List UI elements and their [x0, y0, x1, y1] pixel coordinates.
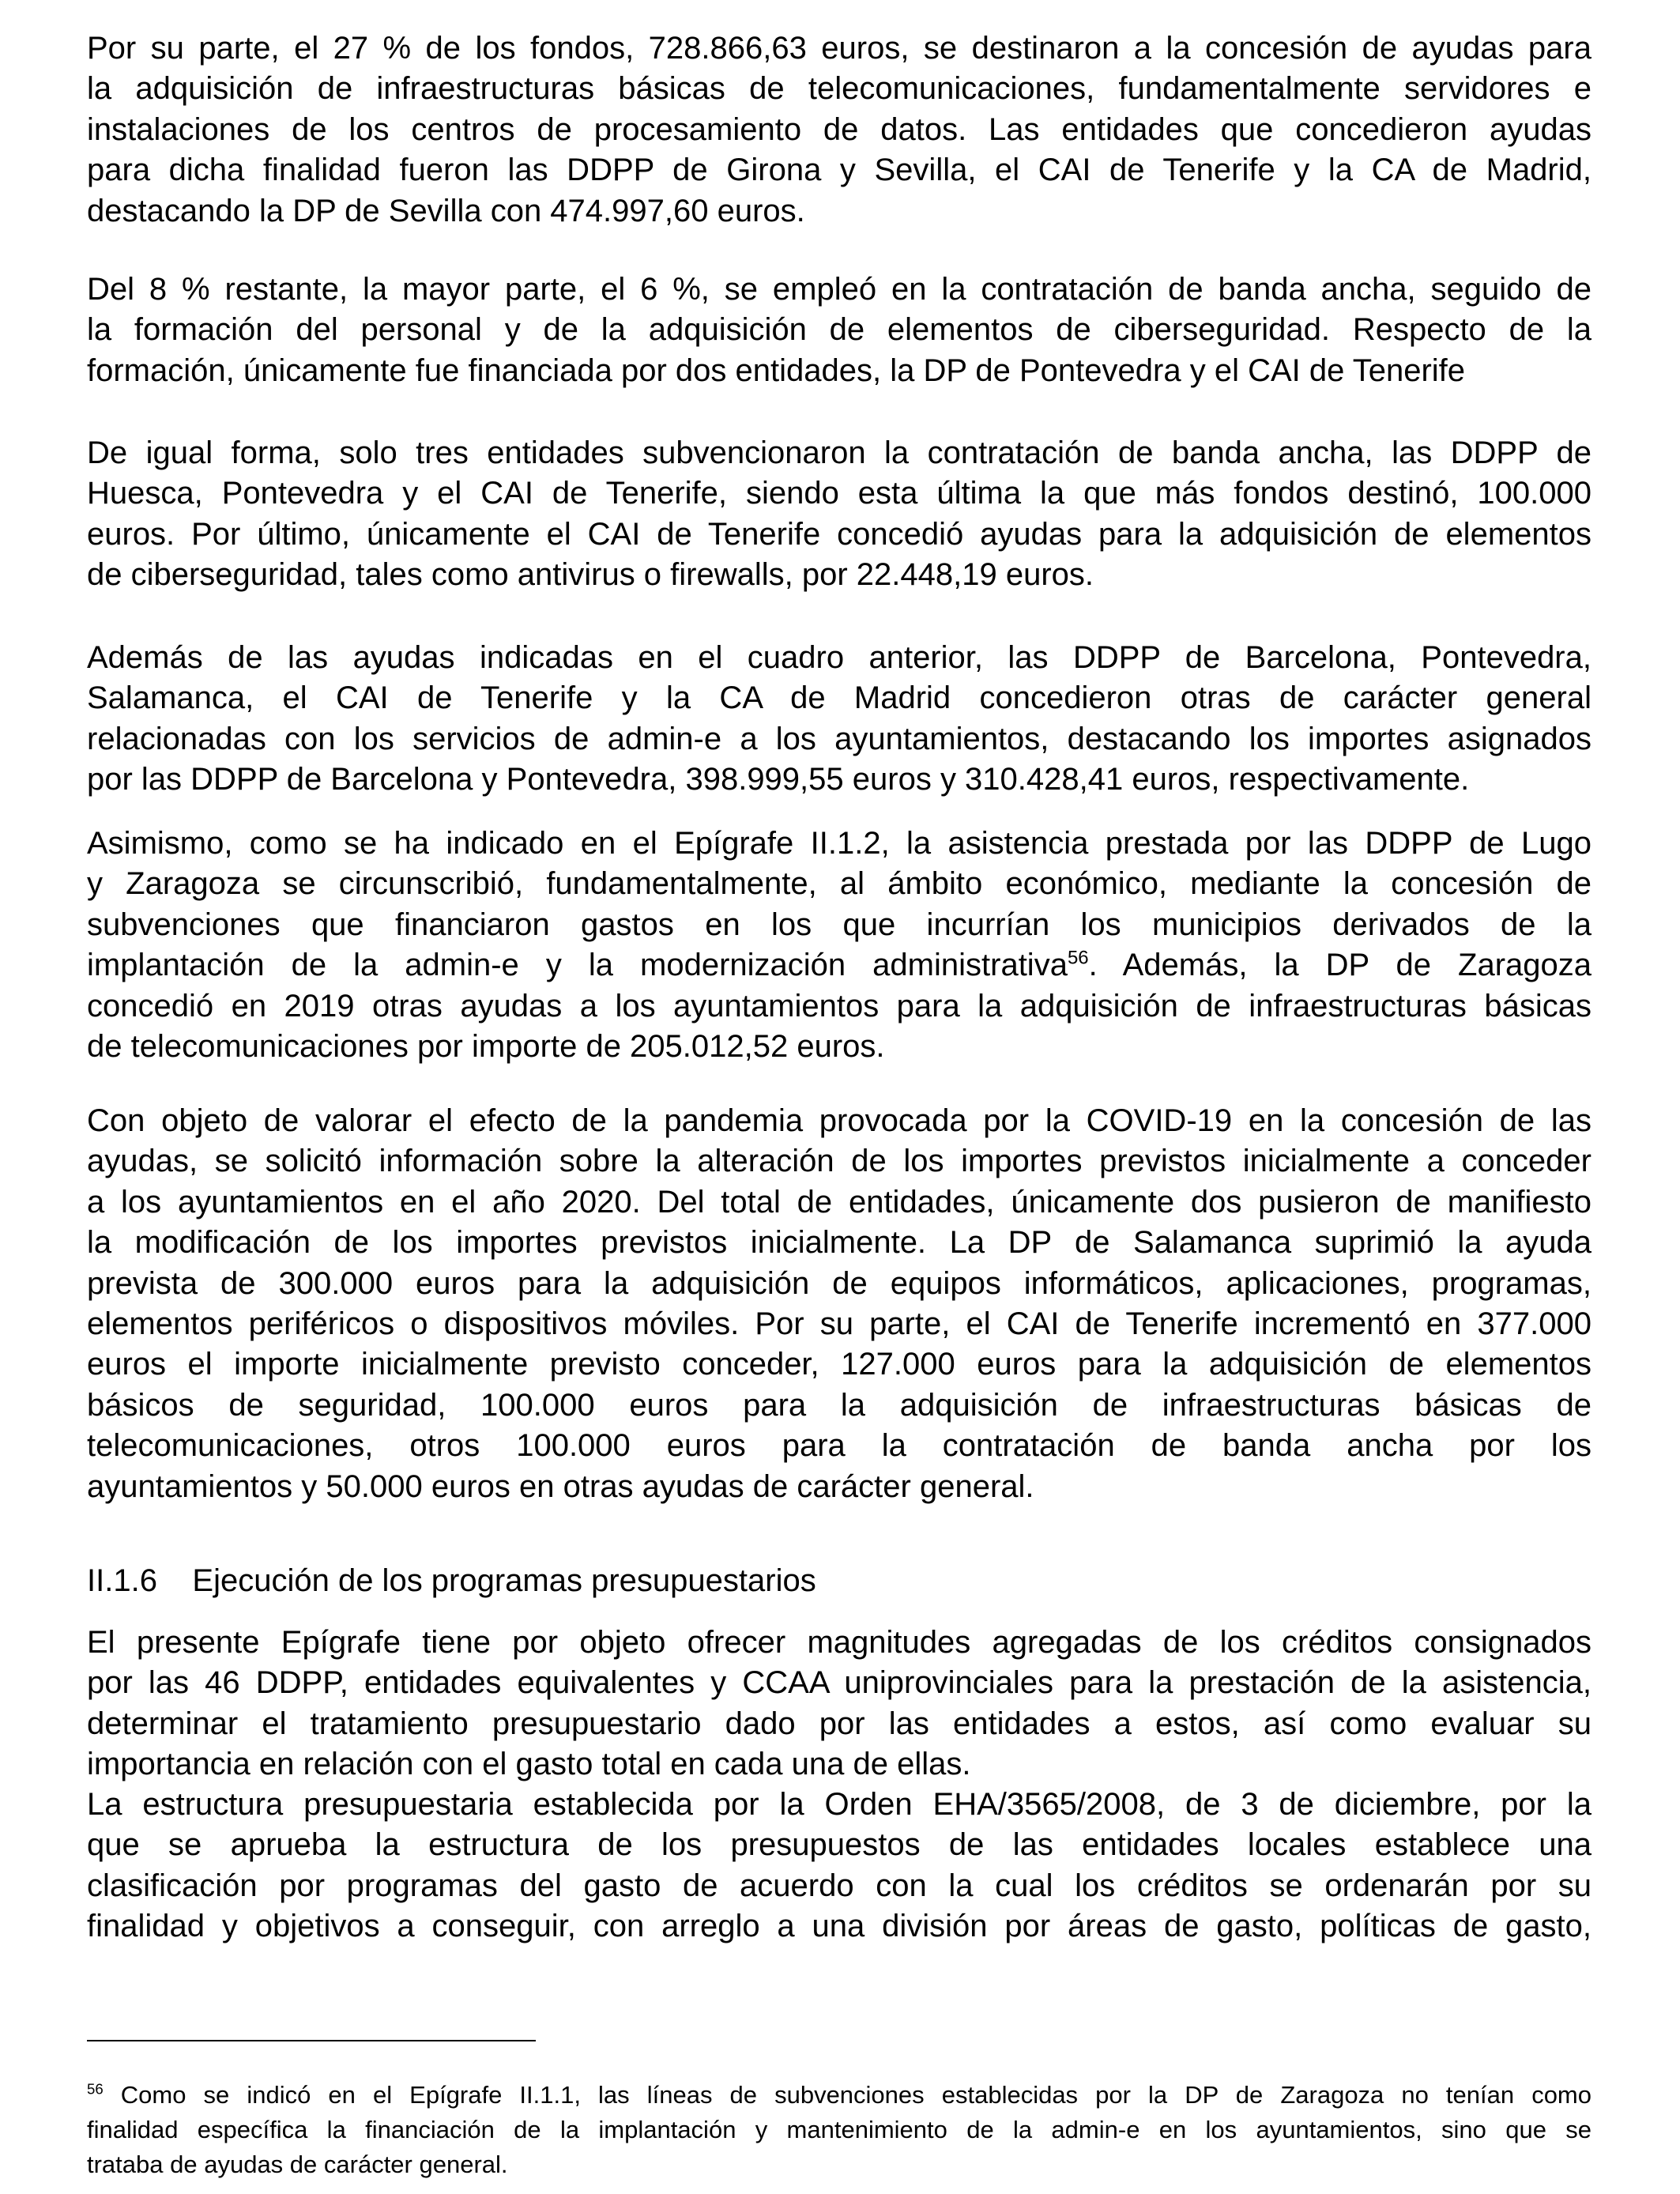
- text-line: de ciberseguridad, tales como antivirus o firewalls, por 22.448,19 euros.: [87, 557, 1094, 593]
- text-line: elementos periféricos o dispositivos móviles. Por su parte, el CAI de Tenerife incrementó en 377.000: [87, 1306, 1591, 1341]
- paragraph-2: [87, 270, 1591, 391]
- paragraph-4: [87, 638, 1591, 801]
- text-span: implantación de la admin-e y la modernización administrativa: [87, 948, 1068, 983]
- text-line: la formación del personal y de la adquisición de elementos de ciberseguridad. Respecto de la: [87, 312, 1591, 348]
- text-line: De igual forma, solo tres entidades subvencionaron la contratación de banda ancha, las DDPP de: [87, 435, 1591, 470]
- heading-text: II.1.6 Ejecución de los programas presupuestarios: [87, 1563, 816, 1598]
- text-line: concedió en 2019 otras ayudas a los ayuntamientos para la adquisición de infraestructuras básicas: [87, 988, 1591, 1023]
- paragraph-5: [87, 824, 1591, 1067]
- text-line: ayudas, se solicitó información sobre la alteración de los importes previstos inicialmente a conceder: [87, 1144, 1591, 1179]
- text-line: trataba de ayudas de carácter general.: [87, 2151, 508, 2178]
- footnote: [87, 2078, 1591, 2182]
- text-line: para dicha finalidad fueron las DDPP de Girona y Sevilla, el CAI de Tenerife y la CA de Madrid,: [87, 153, 1591, 188]
- text-line: finalidad y objetivos a conseguir, con arreglo a una división por áreas de gasto, políticas de gasto,: [87, 1909, 1591, 1944]
- text-line: Asimismo, como se ha indicado en el Epígrafe II.1.2, la asistencia prestada por las DDPP de Lugo: [87, 826, 1591, 861]
- text-line: y Zaragoza se circunscribió, fundamentalmente, al ámbito económico, mediante la concesión de: [87, 866, 1591, 902]
- text-line: ayuntamientos y 50.000 euros en otras ayudas de carácter general.: [87, 1468, 1034, 1504]
- text-line: Por su parte, el 27 % de los fondos, 728.866,63 euros, se destinaron a la concesión de ayudas para: [87, 31, 1591, 66]
- text-line: Con objeto de valorar el efecto de la pandemia provocada por la COVID-19 en la concesión de las: [87, 1103, 1591, 1138]
- paragraph-6: [87, 1101, 1591, 1507]
- text-line: que se aprueba la estructura de los presupuestos de las entidades locales establece una: [87, 1827, 1591, 1863]
- text-line: Del 8 % restante, la mayor parte, el 6 %, se empleó en la contratación de banda ancha, seguido de: [87, 272, 1591, 307]
- text-line: El presente Epígrafe tiene por objeto ofrecer magnitudes agregadas de los créditos consignados: [87, 1625, 1591, 1660]
- text-line: la adquisición de infraestructuras básicas de telecomunicaciones, fundamentalmente servidores e: [87, 71, 1591, 107]
- text-line: de telecomunicaciones por importe de 205.012,52 euros.: [87, 1028, 885, 1064]
- footnote-separator: [87, 2040, 536, 2041]
- text-line: Salamanca, el CAI de Tenerife y la CA de Madrid concedieron otras de carácter general: [87, 680, 1591, 716]
- paragraph-3: [87, 433, 1591, 596]
- footnote-number: 56: [87, 2080, 104, 2098]
- text-line: Además de las ayudas indicadas en el cuadro anterior, las DDPP de Barcelona, Pontevedra,: [87, 640, 1591, 675]
- text-line: básicos de seguridad, 100.000 euros para la adquisición de infraestructuras básicas de: [87, 1387, 1591, 1423]
- paragraph-7: [87, 1623, 1591, 1785]
- text-line: a los ayuntamientos en el año 2020. Del total de entidades, únicamente dos pusieron de manifiesto: [87, 1184, 1591, 1220]
- text-line: La estructura presupuestaria establecida por la Orden EHA/3565/2008, de 3 de diciembre, por la: [87, 1787, 1591, 1822]
- text-line: por las 46 DDPP, entidades equivalentes y CCAA uniprovinciales para la prestación de la asistencia,: [87, 1665, 1591, 1701]
- paragraph-8: [87, 1785, 1591, 1947]
- text-line: formación, únicamente fue financiada por dos entidades, la DP de Pontevedra y el CAI de Tenerife: [87, 352, 1466, 388]
- text-span: . Además, la DP de Zaragoza: [1088, 948, 1591, 983]
- text-line: la modificación de los importes previstos inicialmente. La DP de Salamanca suprimió la ayuda: [87, 1225, 1591, 1261]
- text-line: relacionadas con los servicios de admin-e a los ayuntamientos, destacando los importes asignados: [87, 721, 1591, 756]
- text-line: determinar el tratamiento presupuestario dado por las entidades a estos, así como evaluar su: [87, 1706, 1591, 1741]
- text-span: Como se indicó en el Epígrafe II.1.1, las líneas de subvenciones establecidas por la DP de Zaragoza no tenían como: [103, 2081, 1591, 2109]
- text-line: euros. Por último, únicamente el CAI de Tenerife concedió ayudas para la adquisición de elementos: [87, 516, 1591, 552]
- text-line: prevista de 300.000 euros para la adquisición de equipos informáticos, aplicaciones, programas,: [87, 1265, 1591, 1301]
- text-line: telecomunicaciones, otros 100.000 euros para la contratación de banda ancha por los: [87, 1428, 1591, 1464]
- text-line: euros el importe inicialmente previsto conceder, 127.000 euros para la adquisición de elementos: [87, 1347, 1591, 1382]
- text-line: por las DDPP de Barcelona y Pontevedra, 398.999,55 euros y 310.428,41 euros, respectivamente.: [87, 762, 1470, 797]
- paragraph-1: [87, 28, 1591, 232]
- footnote-reference[interactable]: 56: [1067, 947, 1089, 969]
- text-line: [87, 945, 1591, 986]
- text-line: subvenciones que financiaron gastos en los que incurrían los municipios derivados de la: [87, 907, 1591, 942]
- text-line: clasificación por programas del gasto de acuerdo con la cual los créditos se ordenarán por su: [87, 1868, 1591, 1903]
- text-line: importancia en relación con el gasto total en cada una de ellas.: [87, 1747, 971, 1782]
- text-line: finalidad específica la financiación de la implantación y mantenimiento de la admin-e en los ayuntamientos, sino que se: [87, 2116, 1591, 2143]
- text-line: [87, 2078, 1591, 2113]
- text-line: destacando la DP de Sevilla con 474.997,60 euros.: [87, 193, 805, 228]
- text-line: Huesca, Pontevedra y el CAI de Tenerife, siendo esta última la que más fondos destinó, 100.000: [87, 476, 1591, 511]
- section-heading: [87, 1561, 1591, 1601]
- text-line: instalaciones de los centros de procesamiento de datos. Las entidades que concedieron ayudas: [87, 111, 1591, 147]
